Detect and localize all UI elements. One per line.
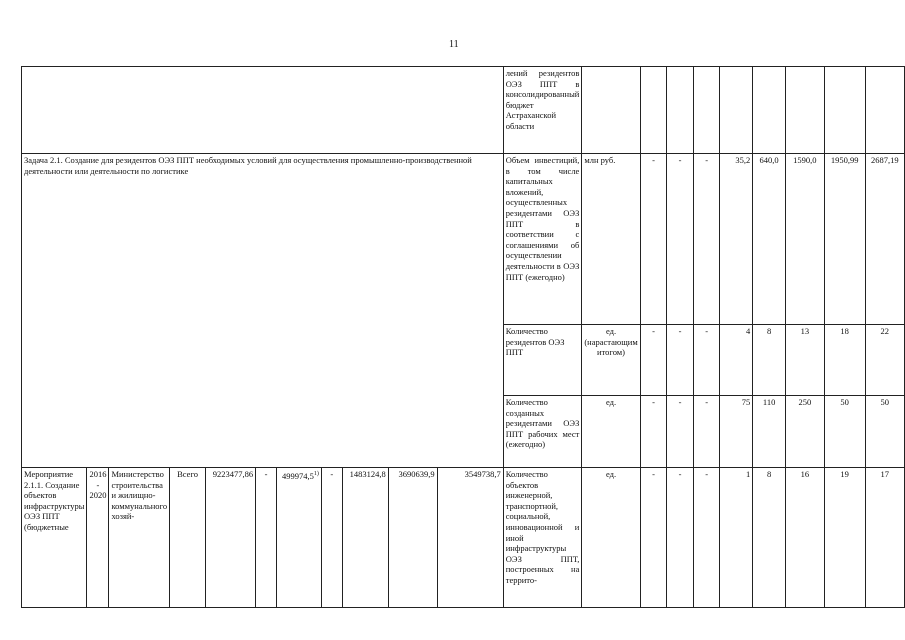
value-cell: 1950,99 (824, 154, 865, 325)
table-row (22, 468, 905, 608)
funding-value: 3549738,7 (437, 468, 503, 608)
value-cell: 18 (824, 325, 865, 396)
value-cell: 8 (753, 325, 786, 396)
table-row (22, 67, 905, 154)
footnote-mark: 1) (313, 471, 319, 477)
value-cell: 4 (720, 325, 753, 396)
value-cell: 35,2 (720, 154, 753, 325)
indicator-name: Количество объектов инженерной, транспортной, социальной, инновационной и иной инфраструктуры ОЭЗ ППТ, построенных на террито- (503, 468, 582, 608)
value-cell: 75 (720, 396, 753, 468)
indicator-name: Количество созданных резидентами ОЭЗ ППТ рабочих мест (ежегодно) (503, 396, 582, 468)
measure-executor: Министерство строительства и жилищно-коммунального хозяй- (109, 468, 170, 608)
value-cell: 640,0 (753, 154, 786, 325)
measure-period (87, 468, 109, 608)
indicator-name: Объем инвестиций, в том числе капитальных вложений, осуществленных резидентами ОЭЗ ППТ в соответствии с соглашениями об осуществлении деятельности в ОЭЗ ППТ (ежегодно) (503, 154, 582, 325)
year-from: 2016 (89, 469, 107, 479)
page-number: 11 (449, 39, 459, 50)
value-cell: 110 (753, 396, 786, 468)
funding-value: 499974,5$^{1)}$ (277, 468, 322, 608)
value-cell: - (640, 325, 667, 396)
value-cell: 1590,0 (785, 154, 824, 325)
value-cell: 1 (720, 468, 753, 608)
indicator-name: Количество резидентов ОЭЗ ППТ (503, 325, 582, 396)
value-cell: - (640, 154, 667, 325)
table-row (22, 154, 905, 325)
indicator-unit: ед. (нарастающим итогом) (582, 325, 640, 396)
value-cell: 19 (824, 468, 865, 608)
year-to: 2020 (89, 490, 107, 501)
value-cell: 22 (865, 325, 904, 396)
indicator-cell: лений резидентов ОЭЗ ППТ в консолидированный бюджет Астраханской области (503, 67, 582, 154)
value-cell: - (693, 154, 720, 325)
value-cell: - (667, 468, 694, 608)
empty-cell (22, 67, 504, 154)
funding-value: 3690639,9 (388, 468, 437, 608)
indicator-unit: млн руб. (582, 154, 640, 325)
value-cell: - (667, 154, 694, 325)
funding-value: - (321, 468, 342, 608)
year-dash: - (96, 479, 100, 490)
value-cell: 2687,19 (865, 154, 904, 325)
task-title: Задача 2.1. Создание для резидентов ОЭЗ ППТ необходимых условий для осуществления промышленно-производственной деятельности или деятельности по логистике (22, 154, 504, 468)
measure-name: Мероприятие 2.1.1. Создание объектов инфраструктуры ОЭЗ ППТ (бюджетные (22, 468, 87, 608)
indicator-unit: ед. (582, 468, 640, 608)
value-cell: 13 (785, 325, 824, 396)
program-table (21, 66, 905, 608)
value-cell: 250 (785, 396, 824, 468)
funding-value: 1483124,8 (342, 468, 388, 608)
funding-value: - (256, 468, 277, 608)
value-cell: 17 (865, 468, 904, 608)
value-cell: - (667, 325, 694, 396)
value-cell: - (693, 396, 720, 468)
value-cell: - (667, 396, 694, 468)
value-cell: - (640, 468, 667, 608)
indicator-unit: ед. (582, 396, 640, 468)
funding-total: 9223477,86 (206, 468, 256, 608)
value-cell: 50 (865, 396, 904, 468)
value-cell: - (693, 468, 720, 608)
funding-source: Всего (170, 468, 206, 608)
value-cell: - (640, 396, 667, 468)
value-cell: - (693, 325, 720, 396)
value-cell: 16 (785, 468, 824, 608)
value-cell: 50 (824, 396, 865, 468)
value-cell: 8 (753, 468, 786, 608)
